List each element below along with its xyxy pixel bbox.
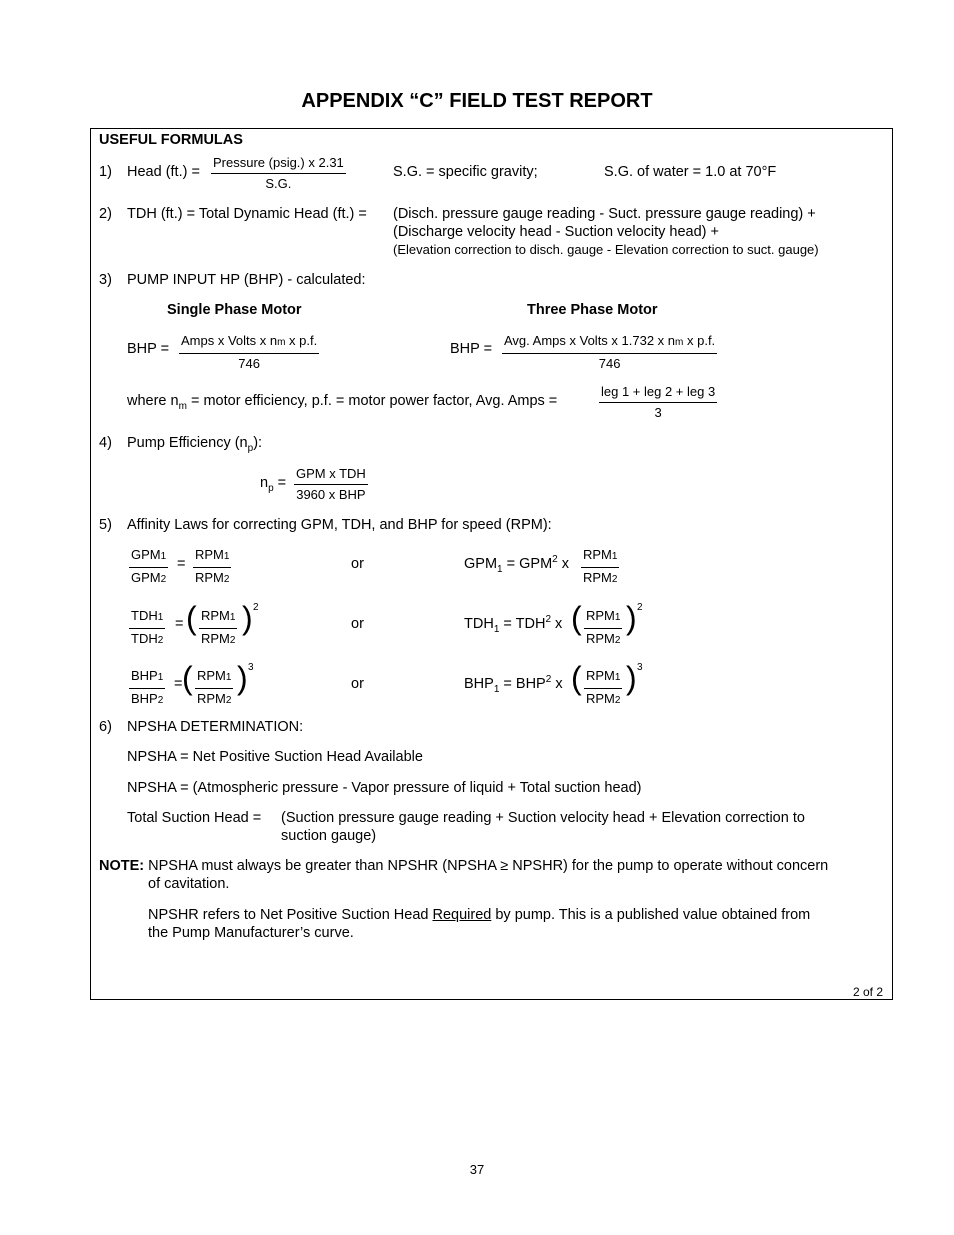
bhp-equals: = <box>174 676 183 692</box>
close-paren-icon: ) <box>626 660 637 696</box>
single-bhp-lhs: BHP = <box>127 341 170 357</box>
close-paren-icon: ) <box>626 600 637 636</box>
head-fraction <box>211 155 346 192</box>
single-phase-heading: Single Phase Motor <box>167 302 302 318</box>
bhp-ratio-left: BHP1 BHP2 <box>131 668 164 706</box>
bhp-ratio-right: RPM1 RPM2 <box>197 668 232 706</box>
three-bhp-lhs: BHP = <box>450 341 493 357</box>
single-phase-numerator: Amps x Volts x nm x p.f. <box>179 333 319 354</box>
gpm-equals: = <box>177 556 186 572</box>
npshr-line-2: the Pump Manufacturer’s curve. <box>148 925 354 941</box>
avg-amps-fraction <box>599 384 717 421</box>
three-phase-fraction <box>502 333 717 372</box>
tsh-line-1: (Suction pressure gauge reading + Suction velocity head + Elevation correction to <box>281 810 805 826</box>
tdh-alt-exponent: 2 <box>637 602 643 613</box>
note-line-2: of cavitation. <box>148 876 230 892</box>
tdh-alt-ratio: RPM1 RPM2 <box>586 608 621 646</box>
formula-2-number: 2) <box>99 206 112 222</box>
formula-6-number: 6) <box>99 719 112 735</box>
tdh-line-2: (Discharge velocity head - Suction velocity head) + <box>393 224 720 240</box>
section-header: USEFUL FORMULAS <box>99 132 243 148</box>
open-paren-icon: ( <box>186 600 197 636</box>
where-line: where $n_m$ = motor efficiency, p.f. = motor power factor, Avg. Amps = <box>127 393 558 412</box>
box-page-indicator: 2 of 2 <box>853 985 884 999</box>
gpm-alt-ratio: RPM1 RPM2 <box>583 547 618 585</box>
npsha-definition: NPSHA = Net Positive Suction Head Available <box>127 749 423 765</box>
tdh-ratio-left: TDH1 TDH2 <box>131 608 164 646</box>
formula-2-lhs: TDH (ft.) = Total Dynamic Head (ft.) = <box>127 206 367 222</box>
gpm-ratio-right: RPM1 RPM2 <box>195 547 230 585</box>
close-paren-icon: ) <box>242 600 253 636</box>
sg-water: S.G. of water = 1.0 at 70°F <box>604 164 777 180</box>
npshr-line-1: NPSHR refers to Net Positive Suction Head Required by pump. This is a published value obtained from <box>148 907 811 923</box>
three-phase-heading: Three Phase Motor <box>527 302 658 318</box>
open-paren-icon: ( <box>571 660 582 696</box>
gpm-alt-formula: $GPM_1 = GPM^2$ x <box>464 554 569 575</box>
page-title: APPENDIX “C” FIELD TEST REPORT <box>301 90 653 112</box>
bhp-exponent: 3 <box>248 662 254 673</box>
three-phase-numerator: Avg. Amps x Volts x 1.732 x nm x p.f. <box>502 333 717 354</box>
avg-amps-numerator: leg 1 + leg 2 + leg 3 <box>599 384 717 403</box>
close-paren-icon: ) <box>237 660 248 696</box>
head-fraction-numerator: Pressure (psig.) x 2.31 <box>211 155 346 174</box>
bhp-alt-formula: $BHP_1 = BHP^2$ x <box>464 674 563 695</box>
note-line-1: NOTE: NPSHA must always be greater than NPSHR (NPSHA ≥ NPSHR) for the pump to operate without concern <box>99 858 829 874</box>
efficiency-lhs: $n_p$ = <box>260 475 287 494</box>
formula-1-lhs: Head (ft.) = <box>127 164 200 180</box>
tsh-line-2: suction gauge) <box>281 828 377 844</box>
three-phase-denominator: 746 <box>598 356 621 371</box>
tsh-lhs: Total Suction Head = <box>127 810 262 826</box>
tdh-line-3: (Elevation correction to disch. gauge - Elevation correction to suct. gauge) <box>393 242 819 257</box>
sg-definition: S.G. = specific gravity; <box>393 164 538 180</box>
single-phase-denominator: 746 <box>238 356 260 371</box>
tdh-alt-formula: $TDH_1 = TDH^2$ x <box>464 614 563 635</box>
tdh-exponent: 2 <box>253 602 259 613</box>
single-phase-fraction <box>179 333 319 372</box>
tdh-line-1: (Disch. pressure gauge reading - Suct. pressure gauge reading) + <box>393 206 816 222</box>
tdh-equals: = <box>175 616 184 632</box>
avg-amps-denominator: 3 <box>654 405 662 420</box>
bhp-alt-exponent: 3 <box>637 662 643 673</box>
efficiency-numerator: GPM x TDH <box>294 466 368 485</box>
formula-1-number: 1) <box>99 164 112 180</box>
formula-5-label: Affinity Laws for correcting GPM, TDH, and BHP for speed (RPM): <box>127 517 552 533</box>
formula-4-label: Pump Efficiency $(n_p)$: <box>127 435 263 454</box>
gpm-or: or <box>351 556 364 572</box>
formula-5-number: 5) <box>99 517 112 533</box>
head-fraction-denominator: S.G. <box>265 176 292 191</box>
formula-4-number: 4) <box>99 435 112 451</box>
formula-3-number: 3) <box>99 272 112 288</box>
open-paren-icon: ( <box>571 600 582 636</box>
efficiency-fraction <box>294 466 368 503</box>
page-number: 37 <box>469 1162 485 1177</box>
tdh-ratio-right: RPM1 RPM2 <box>201 608 236 646</box>
bhp-alt-ratio: RPM1 RPM2 <box>586 668 621 706</box>
formula-6-label: NPSHA DETERMINATION: <box>127 719 304 735</box>
bhp-or: or <box>351 676 364 692</box>
gpm-ratio-left: GPM1 GPM2 <box>131 547 167 585</box>
formula-3-label: PUMP INPUT HP (BHP) - calculated: <box>127 272 366 288</box>
npsha-formula: NPSHA = (Atmospheric pressure - Vapor pressure of liquid + Total suction head) <box>127 780 642 796</box>
efficiency-denominator: 3960 x BHP <box>296 487 366 502</box>
tdh-or: or <box>351 616 364 632</box>
open-paren-icon: ( <box>182 660 193 696</box>
